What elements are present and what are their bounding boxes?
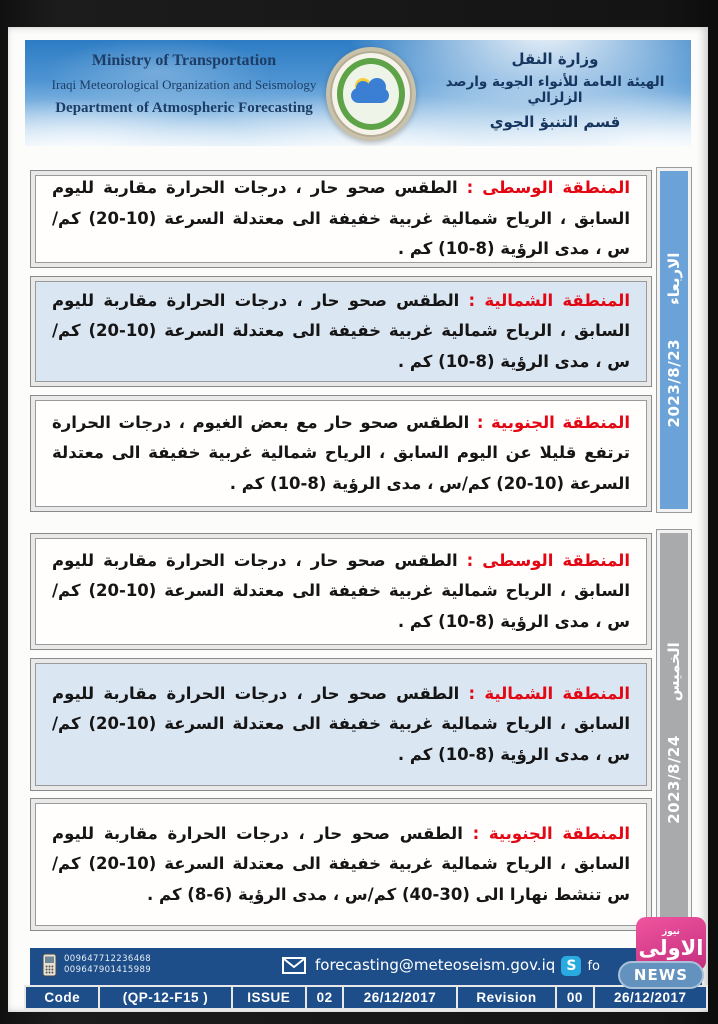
news-badge: NEWS — [618, 961, 704, 989]
forecast-text: الطقس صحو حار ، درجات الحرارة مقاربة لليوم السابق ، الرياح شمالية غربية خفيفة الى معتدلة السرعة (10-20) كم/س ، مدى الرؤية (8-10) كم . — [52, 290, 630, 371]
ministry-title-en: Ministry of Transportation — [91, 52, 277, 69]
day-name: الاربعاء — [665, 252, 683, 305]
news-logo-subtitle: نيوز — [662, 926, 680, 937]
forecast-paragraph — [52, 286, 630, 378]
logo-core — [337, 58, 405, 130]
email-address: forecasting@meteoseism.gov.iq — [315, 956, 556, 974]
organization-title-en: Iraqi Meteorological Organization and Seismology — [51, 77, 317, 92]
department-title-en: Department of Atmospheric Forecasting — [55, 100, 313, 116]
skype-contact — [561, 956, 600, 976]
department-title-ar: قسم التنبؤ الجوي — [489, 113, 621, 131]
phone-contact — [42, 953, 151, 977]
day-date: 2023/8/24 — [665, 734, 683, 824]
day-tab-wednesday — [656, 167, 692, 513]
revision-cell-label: Revision — [458, 987, 558, 1008]
forecast-box-inner — [35, 538, 647, 645]
forecast-text: الطقس صحو حار ، درجات الحرارة مقاربة لليوم السابق ، الرياح شمالية غربية خفيفة الى معتدلة السرعة (10-20) كم/س ، مدى الرؤية (8-10) كم . — [52, 178, 630, 259]
forecast-box-inner — [35, 803, 647, 926]
header-arabic-block — [427, 50, 683, 131]
region-label: المنطقة الوسطى : — [466, 178, 630, 198]
issue-date-cell: 26/12/2017 — [344, 987, 457, 1008]
forecast-box-inner — [35, 281, 647, 382]
day-tab-thursday-label — [665, 642, 683, 824]
header-english-block — [29, 52, 339, 117]
forecast-paragraph — [52, 173, 630, 265]
forecast-text: الطقس صحو حار ، درجات الحرارة مقاربة لليوم السابق ، الرياح شمالية غربية خفيفة الى معتدلة السرعة (10-20) كم/س ، مدى الرؤية (8-10) كم . — [52, 683, 630, 764]
day-name: الخميس — [665, 641, 683, 701]
forecast-text: الطقس صحو حار مع بعض الغيوم ، درجات الحرارة ترتفع قليلا عن اليوم السابق ، الرياح شمالية غربية خفيفة الى معتدلة السرعة (10-20) كم/س ، مدى الرؤية (8-10) كم . — [52, 412, 630, 493]
forecast-paragraph — [52, 819, 630, 911]
forecast-box-central-wed — [30, 170, 652, 268]
forecast-text: الطقس صحو حار ، درجات الحرارة مقاربة لليوم السابق ، الرياح شمالية غربية خفيفة الى معتدلة السرعة (10-20) كم/س ، مدى الرؤية (8-10) كم . — [52, 550, 630, 631]
forecast-text: الطقس صحو حار ، درجات الحرارة مقاربة لليوم السابق ، الرياح شمالية غربية خفيفة الى معتدلة السرعة (10-20) كم/س تنشط نهارا الى (30-40) كم/س ، مدى الرؤية (6-8) كم . — [52, 823, 630, 904]
day-date: 2023/8/23 — [665, 338, 683, 428]
cloud-icon — [351, 88, 389, 103]
revision-date-cell: 26/12/2017 — [613, 990, 687, 1005]
footer-contact-bar — [30, 948, 702, 985]
forecast-box-southern-wed — [30, 395, 652, 512]
forecast-paragraph — [52, 408, 630, 500]
region-label: المنطقة الجنوبية : — [476, 412, 631, 432]
forecast-box-northern-thu — [30, 658, 652, 791]
forecast-box-northern-wed — [30, 276, 652, 387]
logo-ring — [330, 51, 412, 137]
region-label: المنطقة الوسطى : — [466, 550, 630, 570]
forecast-box-inner — [35, 400, 647, 507]
forecast-box-inner — [35, 663, 647, 786]
phone-numbers — [64, 954, 151, 976]
forecast-paragraph — [52, 546, 630, 638]
region-label: المنطقة الشمالية : — [468, 683, 631, 703]
envelope-icon — [282, 957, 306, 974]
day-tab-thursday-fill — [660, 533, 688, 932]
email-contact — [282, 956, 555, 974]
code-cell-value: (QP-12-F15 ) — [100, 987, 232, 1008]
news-watermark — [618, 917, 708, 997]
code-cell-label: Code — [26, 987, 100, 1008]
forecast-box-southern-thu — [30, 798, 652, 931]
forecast-box-central-thu — [30, 533, 652, 650]
region-label: المنطقة الجنوبية : — [472, 823, 631, 843]
skype-text-partial: fo — [587, 958, 600, 974]
day-tab-wednesday-fill — [660, 171, 688, 509]
header-banner — [25, 40, 691, 146]
weather-bulletin-page — [8, 27, 708, 1012]
ministry-title-ar: وزارة النقل — [511, 50, 599, 68]
document-code-row — [24, 985, 708, 1010]
forecast-paragraph — [52, 679, 630, 771]
news-logo-title: الاولى — [638, 935, 704, 960]
region-label: المنطقة الشمالية : — [468, 290, 631, 310]
phone-number-2: 009647901415989 — [64, 965, 152, 975]
phone-icon — [42, 953, 57, 977]
issue-cell-label: ISSUE — [233, 987, 307, 1008]
issue-number-cell: 02 — [307, 987, 344, 1008]
organization-logo-icon — [326, 47, 416, 141]
day-tab-wednesday-label — [665, 253, 683, 428]
revision-number-cell: 00 — [557, 987, 594, 1008]
day-tab-thursday — [656, 529, 692, 936]
forecast-box-inner — [35, 175, 647, 263]
phone-number-1: 009647712236468 — [64, 953, 152, 964]
organization-title-ar: الهيئة العامة للأنواء الجوية وارصد الزلزالي — [445, 74, 665, 106]
skype-icon: S — [561, 956, 581, 976]
